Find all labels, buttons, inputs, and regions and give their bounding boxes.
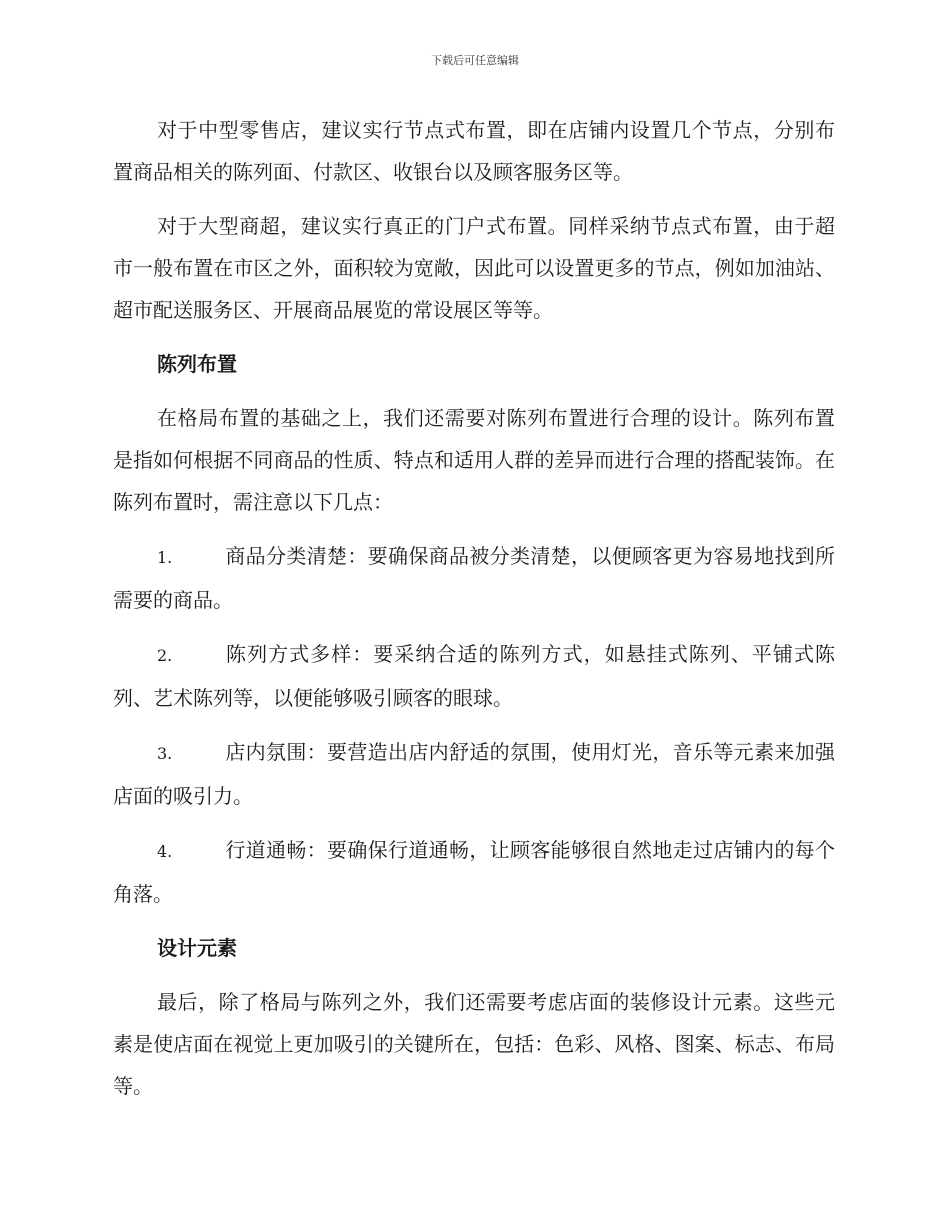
document-body: [113, 109, 835, 1107]
paragraph-large-supermarket: 对于大型商超，建议实行真正的门户式布置。同样采纳节点式布置，由于超市一般布置在市区之外，面积较为宽敞，因此可以设置更多的节点，例如加油站、超市配送服务区、开展商品展览的常设展区等等。: [113, 214, 835, 322]
list-item: [113, 731, 835, 817]
section-heading-display: 陈列布置: [157, 352, 237, 376]
list-item: [113, 535, 835, 621]
list-item-number: 1.: [157, 548, 173, 567]
section-heading-design: 设计元素: [157, 936, 237, 960]
list-item-text: 行道通畅：要确保行道通畅，让顾客能够很自然地走过店铺内的每个角落。: [113, 838, 835, 906]
list-item-text: 店内氛围：要营造出店内舒适的氛围，使用灯光，音乐等元素来加强店面的吸引力。: [113, 740, 835, 808]
paragraph-display-intro: 在格局布置的基础之上，我们还需要对陈列布置进行合理的设计。陈列布置是指如何根据不同商品的性质、特点和适用人群的差异而进行合理的搭配装饰。在陈列布置时，需注意以下几点：: [113, 406, 835, 514]
list-item-text: 陈列方式多样：要采纳合适的陈列方式，如悬挂式陈列、平铺式陈列、艺术陈列等，以便能够吸引顾客的眼球。: [113, 642, 835, 710]
list-item-text: 商品分类清楚：要确保商品被分类清楚，以便顾客更为容易地找到所需要的商品。: [113, 544, 835, 612]
list-item-number: 2.: [157, 646, 173, 665]
list-item: [113, 633, 835, 719]
paragraph-design-elements: 最后，除了格局与陈列之外，我们还需要考虑店面的装修设计元素。这些元素是使店面在视觉上更加吸引的关键所在，包括：色彩、风格、图案、标志、布局等。: [113, 990, 835, 1098]
page-header: 下载后可任意编辑: [431, 54, 519, 67]
paragraph-medium-store: 对于中型零售店，建议实行节点式布置，即在店铺内设置几个节点，分别布置商品相关的陈列面、付款区、收银台以及顾客服务区等。: [113, 118, 835, 184]
list-item-number: 3.: [157, 744, 173, 763]
list-item: [113, 829, 835, 915]
list-item-number: 4.: [157, 842, 173, 861]
